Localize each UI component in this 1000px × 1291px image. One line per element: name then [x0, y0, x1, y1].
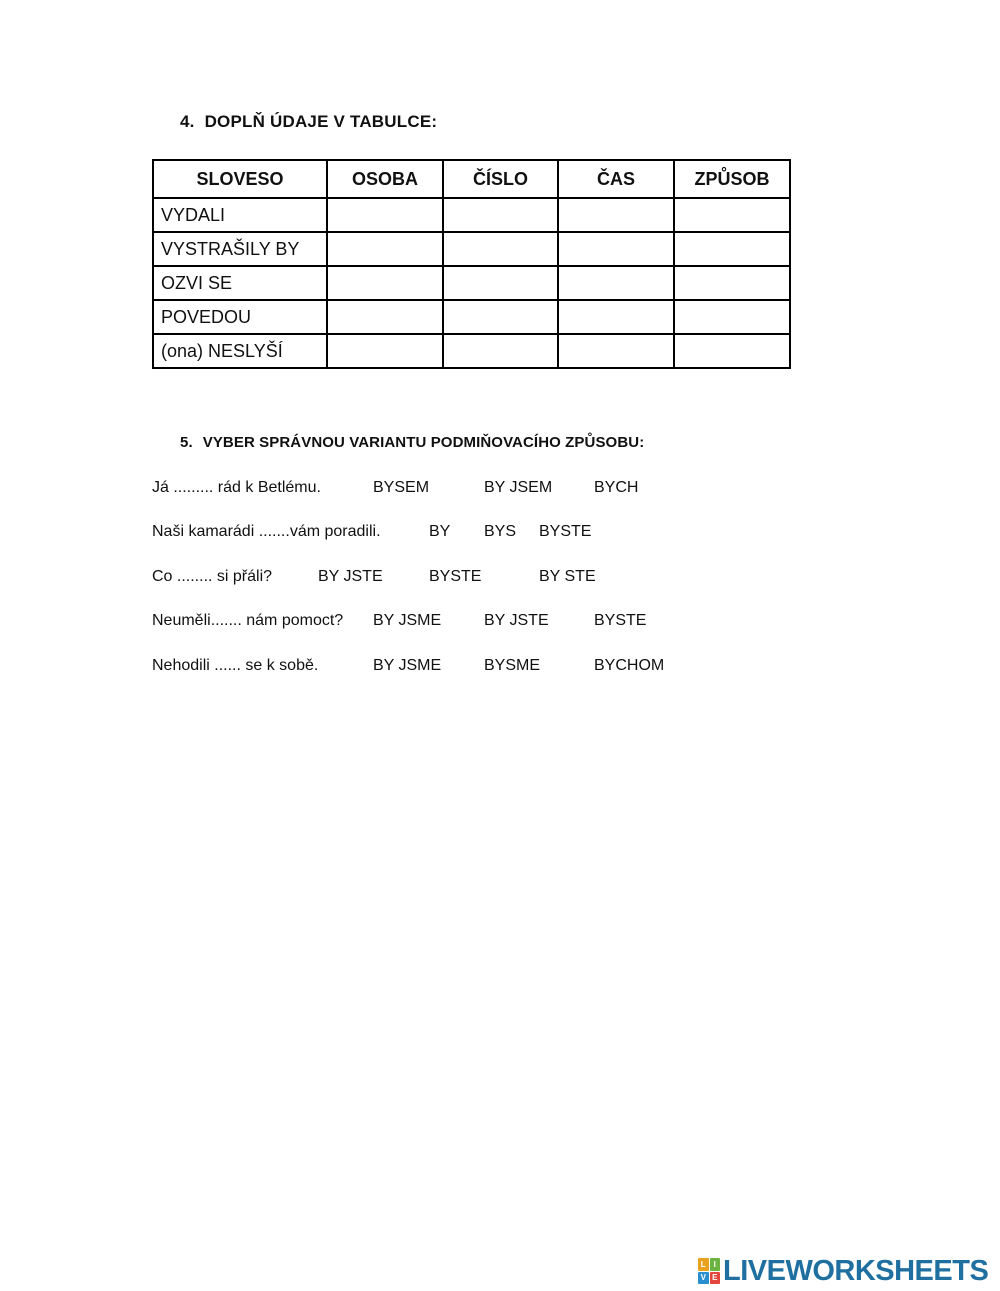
option-1[interactable]: BY JSME	[373, 612, 442, 629]
logo-letter-v: V	[698, 1272, 709, 1285]
zpusob-cell[interactable]	[674, 198, 790, 232]
osoba-cell[interactable]	[327, 334, 443, 368]
osoba-cell[interactable]	[327, 232, 443, 266]
logo-letter-l: L	[698, 1258, 709, 1271]
option-3[interactable]: BYCHOM	[594, 657, 665, 674]
table-row	[153, 198, 790, 232]
section-4-heading	[180, 112, 437, 132]
option-3[interactable]: BYSTE	[539, 523, 592, 540]
table-header-row	[153, 160, 790, 198]
table-row	[153, 266, 790, 300]
cas-cell[interactable]	[558, 232, 674, 266]
option-1[interactable]: BY JSME	[373, 657, 442, 674]
cas-cell[interactable]	[558, 300, 674, 334]
logo-letter-i: I	[710, 1258, 721, 1271]
liveworksheets-logo	[698, 1256, 988, 1286]
verb-cell: VYSTRAŠILY BY	[153, 232, 327, 266]
header-cislo: ČÍSLO	[443, 160, 558, 198]
zpusob-cell[interactable]	[674, 300, 790, 334]
verb-table	[152, 159, 791, 369]
cislo-cell[interactable]	[443, 198, 558, 232]
cislo-cell[interactable]	[443, 334, 558, 368]
logo-text: LIVEWORKSHEETS	[723, 1254, 989, 1287]
option-3[interactable]: BYSTE	[594, 612, 647, 629]
verb-cell: VYDALI	[153, 198, 327, 232]
section-4-title: DOPLŇ ÚDAJE V TABULCE:	[204, 112, 438, 131]
option-1[interactable]: BY	[429, 523, 451, 540]
table-row	[153, 232, 790, 266]
verb-cell: (ona) NESLYŠÍ	[153, 334, 327, 368]
cislo-cell[interactable]	[443, 300, 558, 334]
table-row	[153, 334, 790, 368]
exercise-sentence: Naši kamarádi .......vám poradili.	[152, 523, 381, 540]
cas-cell[interactable]	[558, 266, 674, 300]
option-3[interactable]: BYCH	[594, 479, 639, 496]
verb-cell: OZVI SE	[153, 266, 327, 300]
cas-cell[interactable]	[558, 198, 674, 232]
zpusob-cell[interactable]	[674, 266, 790, 300]
logo-letter-e: E	[710, 1272, 721, 1285]
osoba-cell[interactable]	[327, 266, 443, 300]
exercise-sentence: Neuměli....... nám pomoct?	[152, 612, 344, 629]
option-2[interactable]: BY JSTE	[484, 612, 549, 629]
option-2[interactable]: BYSME	[484, 657, 541, 674]
exercise-sentence: Já ......... rád k Betlému.	[152, 479, 321, 496]
table-row	[153, 300, 790, 334]
option-2[interactable]: BYS	[484, 523, 517, 540]
header-zpusob: ZPŮSOB	[674, 160, 790, 198]
header-osoba: OSOBA	[327, 160, 443, 198]
exercise-sentence: Nehodili ...... se k sobě.	[152, 657, 319, 674]
option-2[interactable]: BYSTE	[429, 568, 482, 585]
exercise-sentence: Co ........ si přáli?	[152, 568, 273, 585]
option-2[interactable]: BY JSEM	[484, 479, 553, 496]
header-cas: ČAS	[558, 160, 674, 198]
section-4-number: 4.	[180, 112, 195, 131]
osoba-cell[interactable]	[327, 300, 443, 334]
section-5-number: 5.	[180, 434, 193, 451]
logo-mark-icon	[698, 1258, 720, 1284]
option-1[interactable]: BYSEM	[373, 479, 430, 496]
section-5-title: VYBER SPRÁVNOU VARIANTU PODMIŇOVACÍHO ZPŮSOBU:	[202, 434, 645, 451]
zpusob-cell[interactable]	[674, 334, 790, 368]
section-5-heading	[180, 434, 644, 451]
verb-cell: POVEDOU	[153, 300, 327, 334]
cas-cell[interactable]	[558, 334, 674, 368]
cislo-cell[interactable]	[443, 266, 558, 300]
osoba-cell[interactable]	[327, 198, 443, 232]
header-sloveso: SLOVESO	[153, 160, 327, 198]
option-3[interactable]: BY STE	[539, 568, 596, 585]
cislo-cell[interactable]	[443, 232, 558, 266]
zpusob-cell[interactable]	[674, 232, 790, 266]
option-1[interactable]: BY JSTE	[318, 568, 383, 585]
